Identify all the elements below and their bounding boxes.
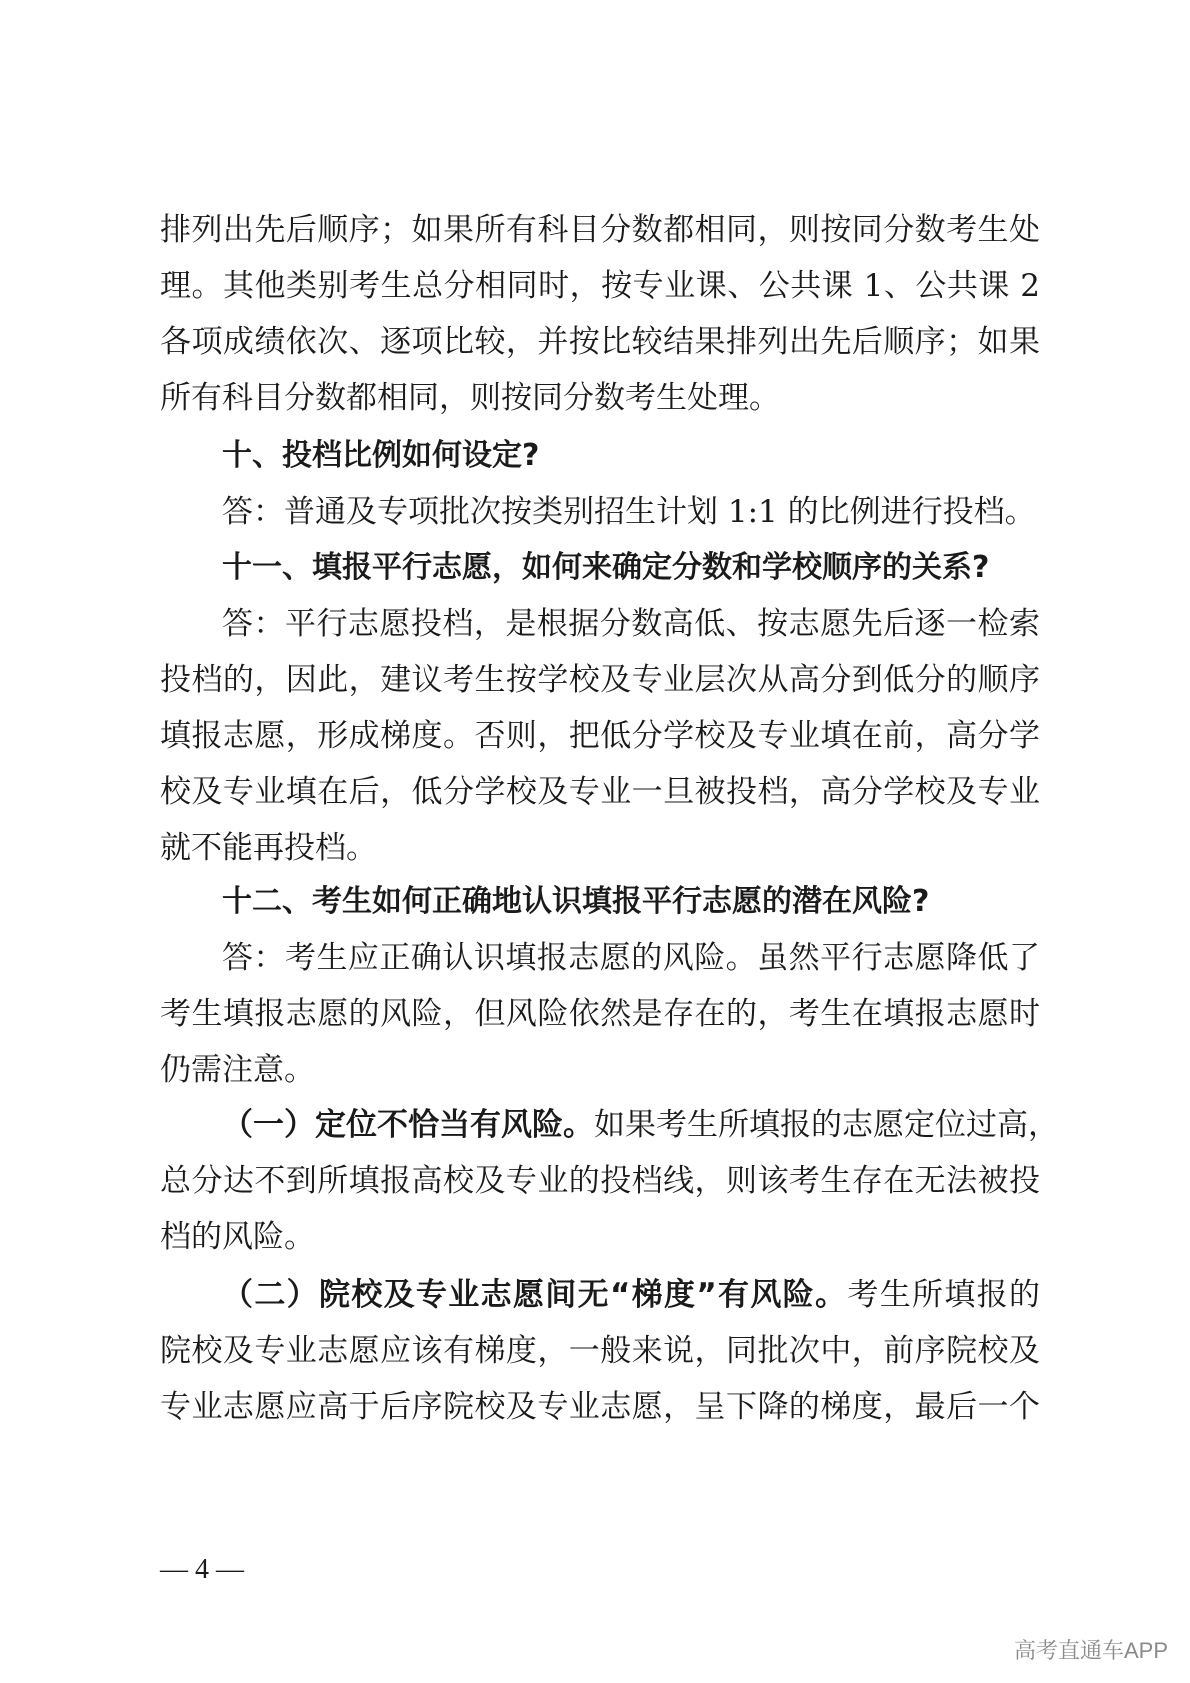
text-line: 排列出先后顺序；如果所有科目分数都相同，则按同分数考生处 [160,212,1040,248]
risk-1-text: 如果考生所填报的志愿定位过高， [594,1107,1059,1143]
answer-10: 答：普通及专项批次按类别招生计划 1:1 的比例进行投档。 [222,494,1036,530]
question-11-heading: 十一、填报平行志愿，如何来确定分数和学校顺序的关系? [222,550,990,585]
page-number: — 4 — [160,1554,244,1585]
question-10-section [160,428,1040,540]
paragraph-tiebreak [160,202,1040,426]
text-line: 答：平行志愿投档，是根据分数高低、按志愿先后逐一检索 [222,606,1040,642]
text-line: 理。其他类别考生总分相同时，按专业课、公共课 1、公共课 2 [160,268,1040,304]
risk-2-label: （二）院校及专业志愿间无“梯度”有风险。 [222,1277,848,1313]
question-10-heading: 十、投档比例如何设定? [222,438,540,473]
text-line: 档的风险。 [160,1219,315,1255]
risk-2-paragraph [160,1267,1040,1435]
text-line: 各项成绩依次、逐项比较，并按比较结果排列出先后顺序；如果 [160,324,1040,360]
question-12-section [160,874,1040,1098]
text-line: 就不能再投档。 [160,830,377,866]
risk-2-text: 考生所填报的 [847,1277,1041,1313]
text-line: 校及专业填在后，低分学校及专业一旦被投档，高分学校及专业 [160,774,1040,810]
text-line [160,1097,1059,1153]
text-line: 投档的，因此，建议考生按学校及专业层次从高分到低分的顺序 [160,662,1040,698]
risk-1-paragraph [160,1097,1059,1265]
text-line: 仍需注意。 [160,1052,315,1088]
text-line: 专业志愿应高于后序院校及专业志愿，呈下降的梯度，最后一个 [160,1389,1040,1425]
text-line: 填报志愿，形成梯度。否则，把低分学校及专业填在前，高分学 [160,718,1040,754]
text-line: 所有科目分数都相同，则按同分数考生处理。 [160,380,780,416]
text-line: 总分达不到所填报高校及专业的投档线，则该考生存在无法被投 [160,1163,1040,1199]
text-line [160,1267,1040,1323]
watermark-text: 高考直通车APP [1013,1638,1168,1663]
question-11-section [160,540,1040,876]
risk-1-label: （一）定位不恰当有风险。 [222,1107,594,1143]
question-12-heading: 十二、考生如何正确地认识填报平行志愿的潜在风险? [222,884,930,919]
text-line: 答：考生应正确认识填报志愿的风险。虽然平行志愿降低了 [222,940,1040,976]
text-line: 考生填报志愿的风险，但风险依然是存在的，考生在填报志愿时 [160,996,1040,1032]
text-line: 院校及专业志愿应该有梯度，一般来说，同批次中，前序院校及 [160,1333,1040,1369]
